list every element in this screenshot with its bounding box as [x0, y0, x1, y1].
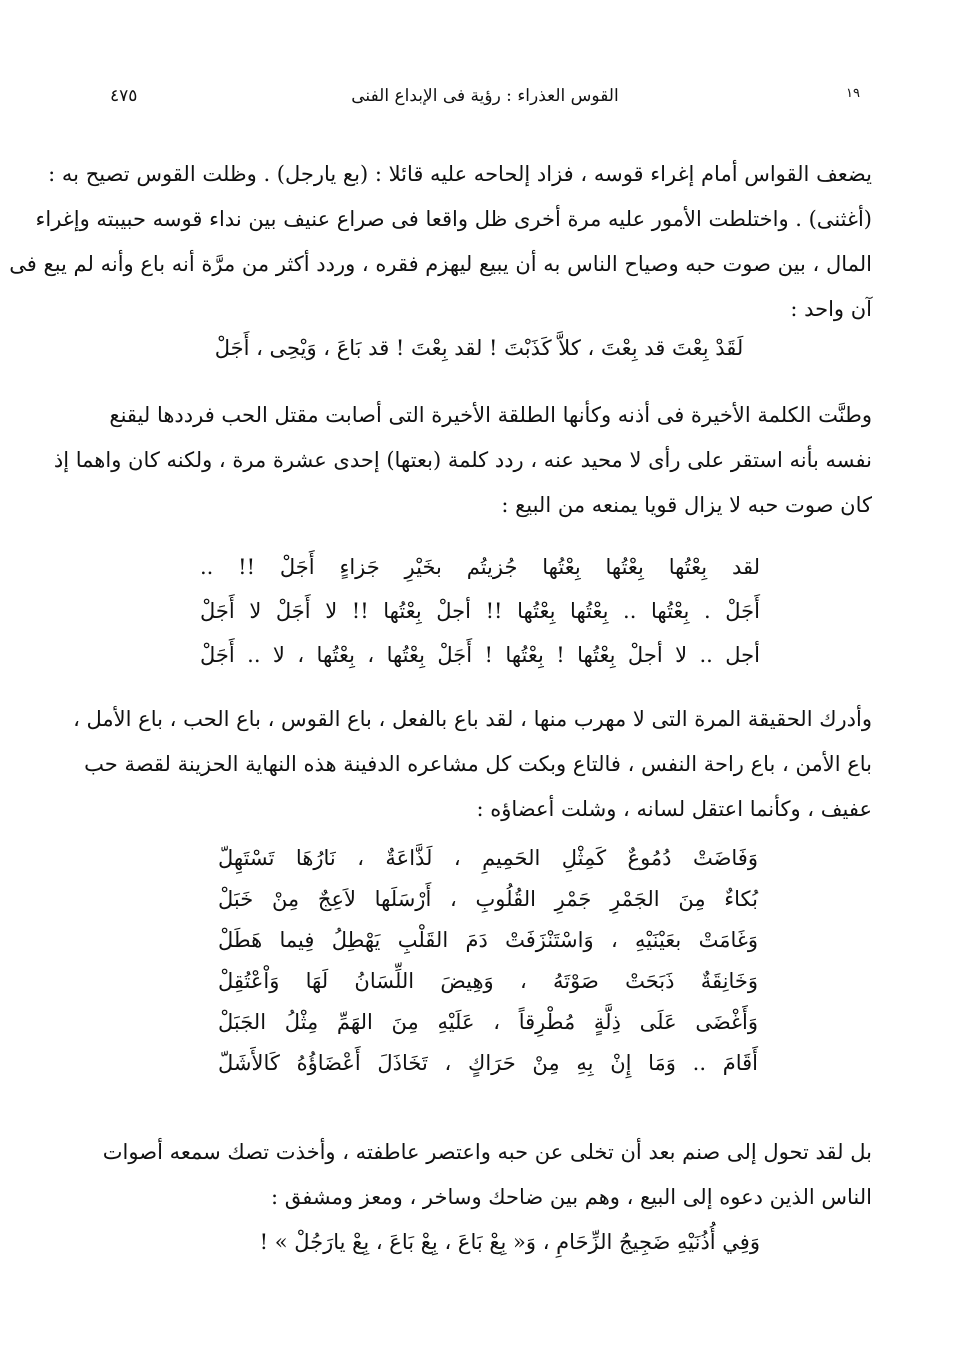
text-line: المال ، بين صوت حبه وصياح الناس به أن يبيع ليهزم فقره ، وردد أكثر من مرَّة أنه باع وأنه لم يبع فى — [9, 252, 872, 276]
page-number: ٤٧٥ — [110, 86, 138, 106]
verse-line: لقد بِعْتُها بِعْتُها بِعْتُها جُزيتُم بخَيْرِ جَزاءٍ أَجَلْ !! .. — [200, 555, 760, 579]
text-line: نفسه بأنه استقر على رأى لا محيد عنه ، ردد كلمة (بعتها) إحدى عشرة مرة ، ولكنه كان واهما إذ — [53, 448, 872, 472]
signature-mark: ١٩ — [846, 86, 860, 101]
text-line: آن واحد : — [790, 297, 872, 321]
paragraph-2 — [53, 393, 872, 528]
text-line: وطنَّت الكلمة الأخيرة فى أذنه وكأنها الطلقة الأخيرة التى أصابت مقتل الحب فرددها ليقنع — [109, 403, 872, 427]
text-line: الناس الذين دعوه إلى البيع ، وهم بين ضاحك وساخر ، ومعز ومشفق : — [271, 1185, 872, 1209]
text-line: كان صوت حبه لا يزال قويا يمنعه من البيع : — [501, 493, 872, 517]
poem-line: وَغَامَتْ بعَيْنَيْهِ ، وَاسْتَنْزَفَتْ دَمَ القَلْبِ يَهْطِلُ فِيما هَطَلْ — [218, 928, 758, 952]
poem — [218, 838, 758, 1084]
running-title: القوس العذراء : رؤية فى الإبداع الفنى — [351, 86, 619, 106]
verse-line: أَجَلْ . بِعْتُها .. بِعْتُها بِعْتُها !! أجلْ بِعْتُها !! لا أَجَلْ لا أَجَلْ — [200, 599, 760, 623]
verse-line: أجل .. لا أجلْ بِعْتُها ! بِعْتُها ! أَجَلْ بِعْتُها ، بِعْتُها ، لا .. أَجَلْ — [200, 643, 760, 667]
text-line: يضعف القواس أمام إغراء قوسه ، فزاد إلحاحه عليه قائلا : (بع يارجل) . وظلت القوس تصيح به : — [48, 162, 872, 186]
text-line: عفيف ، وكأنما اعتقل لسانه ، وشلت أعضاؤه : — [476, 797, 872, 821]
paragraph-4 — [82, 1130, 872, 1220]
poem-line: وَأَغْضَى عَلَى ذِلَّةٍ مُطْرِقاً ، عَلَيْهِ مِنَ الهَمِّ مِثْلُ الجَبَلْ — [218, 1010, 758, 1034]
text-line: (أغثنى) . واختلطت الأمور عليه مرة أخرى ظل واقعا فى صراع عنيف بين نداء قوسه حبيبته وإغراء — [35, 207, 872, 231]
text-line: وأدرك الحقيقة المرة التى لا مهرب منها ، لقد باع بالفعل ، باع القوس ، باع الحب ، باع الأمل ، — [73, 707, 872, 731]
text-line: باع الأمن ، باع راحة النفس ، فالتاع وبكت كل مشاعره الدفينة هذه النهاية الحزينة لقصة حب — [84, 752, 872, 776]
paragraph-3 — [73, 697, 872, 832]
text-line: بل لقد تحول إلى صنم بعد أن تخلى عن حبه واعتصر عاطفته ، وأخذت تصك سمعه أصوات — [102, 1140, 872, 1164]
poem-line: وَفَاضَتْ دُمُوعٌ كَمِثْلِ الحَمِيمِ ، لَذَّاعَةٌ ، نَارُهَا تَسْتَهِلّ — [218, 846, 758, 870]
paragraph-1 — [9, 152, 872, 332]
poem-line: أَقَامَ .. وَمَا إِنْ بِهِ مِنْ حَرَاكٍ ، تَخَاذَلَ أَعْضَاؤُهُ كَالأَشَلّ — [218, 1051, 758, 1075]
quote-verse: لَقَدْ بِعْتَ قد بِعْتَ ، كلاَّ كَذَبْتَ ! لقد بِعْتَ ! قد بَاعَ ، وَيْحِى ، أَجَلْ — [214, 336, 744, 360]
poem-line: بُكاءٌ مِنَ الجَمْرِ جَمْرِ القُلُوبِ ، أَرْسَلَها لاَعِجٌ مِنْ خَبَلْ — [218, 887, 758, 911]
poem-line: وَخَانِقَةٌ ذَبَحَتْ صَوْتَهُ ، وَهِيضَ اللِّسَانُ لَهَا وَاْعْتُقِلْ — [218, 969, 758, 993]
final-verse: وَفِي أُذُنَيْهِ ضَجِيجُ الزِّحَامِ ، وَ« بِعْ بَاعَ ، بِعْ بَاعَ ، بِعْ يارَجُلْ » ! — [259, 1230, 760, 1254]
page-header — [110, 86, 860, 116]
verse-block — [200, 545, 760, 677]
